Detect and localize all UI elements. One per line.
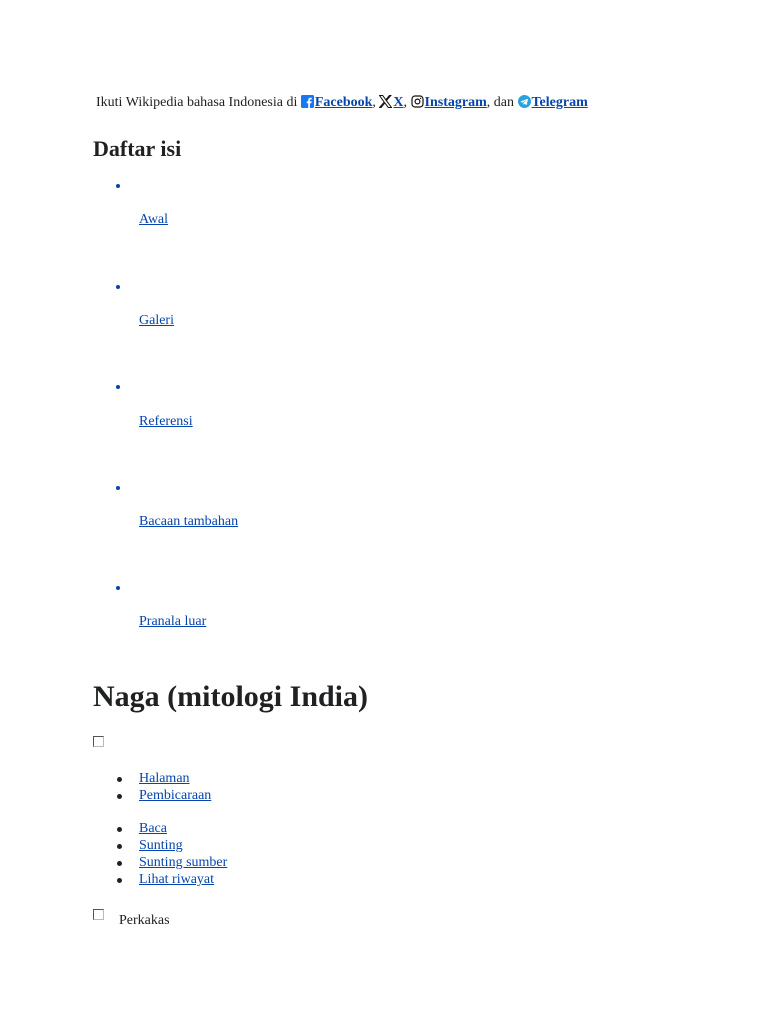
tools-label[interactable]: Perkakas	[119, 913, 170, 928]
tab-lihat-riwayat-link[interactable]: Lihat riwayat	[139, 872, 215, 887]
x-icon	[379, 95, 392, 108]
instagram-link[interactable]	[411, 95, 487, 110]
x-label: X	[393, 95, 404, 110]
x-link[interactable]	[379, 95, 403, 110]
facebook-link[interactable]	[301, 95, 373, 110]
toc-item	[0, 285, 400, 345]
bullet-icon	[117, 861, 122, 866]
tab-halaman-link[interactable]: Halaman	[139, 771, 190, 786]
bullet-icon	[117, 878, 122, 883]
tab-sunting	[0, 837, 300, 854]
namespace-menu-checkbox[interactable]	[93, 736, 104, 747]
toc-link-referensi[interactable]: Referensi	[139, 414, 193, 429]
bullet-icon	[117, 794, 122, 799]
facebook-label: Facebook	[314, 95, 373, 110]
facebook-icon	[301, 95, 314, 108]
follow-banner	[96, 94, 588, 112]
tools-menu-checkbox[interactable]	[93, 909, 104, 920]
separator: ,	[372, 95, 376, 110]
bullet-icon	[117, 777, 122, 782]
tab-sunting-link[interactable]: Sunting	[139, 838, 183, 853]
tab-sunting-sumber-link[interactable]: Sunting sumber	[139, 855, 228, 870]
telegram-label: Telegram	[531, 95, 588, 110]
telegram-icon	[518, 95, 531, 108]
bullet-icon	[117, 844, 122, 849]
tab-lihat-riwayat	[0, 871, 300, 888]
follow-text: Ikuti Wikipedia bahasa Indonesia di	[96, 95, 301, 110]
toc-item	[0, 385, 400, 445]
toc-item	[0, 486, 400, 546]
page-title: Naga (mitologi India)	[93, 680, 369, 713]
tab-sunting-sumber	[0, 854, 300, 871]
toc-heading: Daftar isi	[93, 136, 182, 161]
tab-pembicaraan-link[interactable]: Pembicaraan	[139, 788, 212, 803]
bullet-icon	[116, 486, 120, 490]
bullet-icon	[116, 285, 120, 289]
instagram-label: Instagram	[424, 95, 487, 110]
bullet-icon	[116, 385, 120, 389]
toc-item	[0, 184, 400, 244]
bullet-icon	[116, 586, 120, 590]
bullet-icon	[116, 184, 120, 188]
toc-link-galeri[interactable]: Galeri	[139, 313, 174, 328]
separator: ,	[403, 95, 408, 110]
toc-link-bacaan-tambahan[interactable]: Bacaan tambahan	[139, 514, 239, 529]
tab-baca	[0, 820, 300, 837]
tab-pembicaraan	[0, 787, 300, 804]
telegram-link[interactable]	[518, 95, 588, 110]
toc-link-awal[interactable]: Awal	[139, 212, 169, 227]
tab-halaman	[0, 770, 300, 787]
toc-item	[0, 586, 400, 646]
tab-baca-link[interactable]: Baca	[139, 821, 167, 836]
bullet-icon	[117, 827, 122, 832]
instagram-icon	[411, 95, 424, 108]
toc-link-pranala-luar[interactable]: Pranala luar	[139, 614, 207, 629]
separator: , dan	[486, 95, 514, 110]
